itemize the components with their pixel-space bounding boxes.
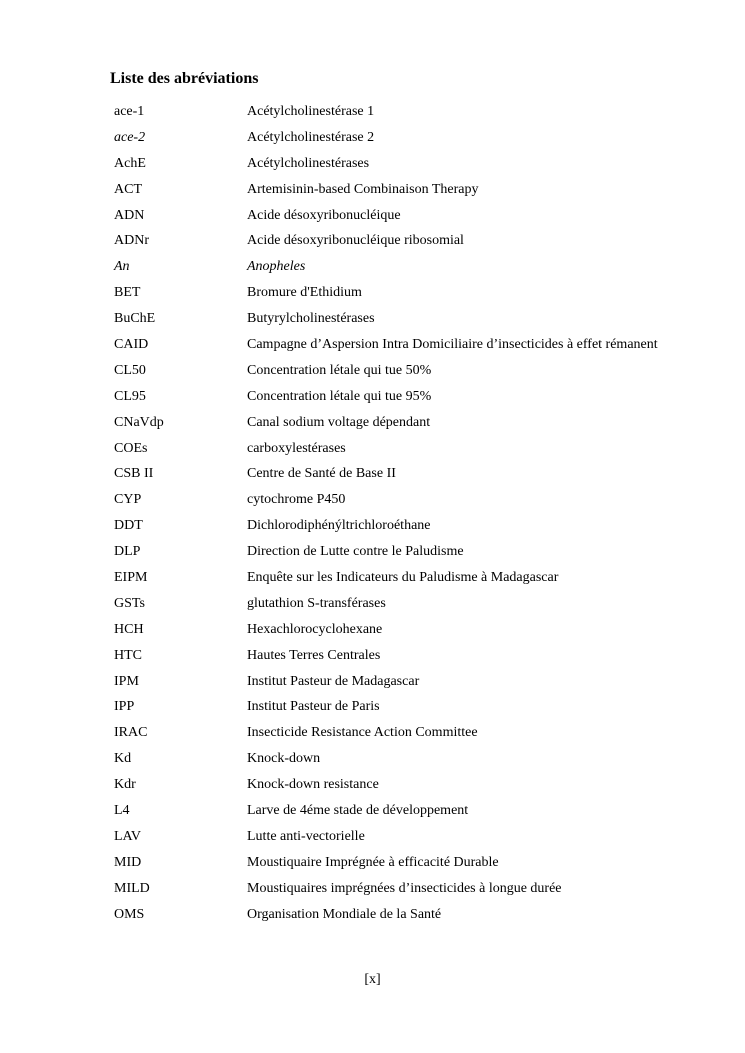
- abbreviation-definition: Concentration létale qui tue 50%: [247, 362, 432, 378]
- abbreviation-row: [114, 332, 734, 358]
- abbreviation-row: [114, 772, 734, 798]
- abbreviation-term: L4: [114, 803, 130, 819]
- abbreviation-term: CAID: [114, 337, 149, 353]
- abbreviation-row: [114, 746, 734, 772]
- abbreviation-definition: Insecticide Resistance Action Committee: [247, 725, 478, 741]
- abbreviation-row: [114, 228, 734, 254]
- abbreviation-term: MID: [114, 854, 142, 870]
- abbreviation-definition: Larve de 4éme stade de développement: [247, 803, 469, 819]
- page-number: [x]: [364, 972, 381, 987]
- abbreviation-definition: Acétylcholinestérase 2: [247, 129, 375, 145]
- abbreviation-definition: Hexachlorocyclohexane: [247, 621, 383, 637]
- abbreviation-definition: Anopheles: [247, 259, 306, 275]
- abbreviation-term: IRAC: [114, 725, 148, 741]
- abbreviation-row: [114, 384, 734, 410]
- abbreviation-row: [114, 669, 734, 695]
- abbreviation-list: [114, 99, 734, 928]
- abbreviation-definition: Acide désoxyribonucléique: [247, 207, 401, 223]
- abbreviation-row: [114, 487, 734, 513]
- abbreviation-term: IPP: [114, 699, 135, 715]
- abbreviation-term: IPM: [114, 673, 139, 689]
- abbreviation-term: BuChE: [114, 311, 156, 327]
- abbreviation-row: [114, 410, 734, 436]
- abbreviation-term: ace-2: [114, 129, 146, 145]
- abbreviation-term: GSTs: [114, 595, 145, 611]
- abbreviation-definition: Acétylcholinestérases: [247, 155, 370, 171]
- abbreviation-term: EIPM: [114, 570, 148, 586]
- abbreviation-row: [114, 125, 734, 151]
- abbreviation-term: Kdr: [114, 777, 136, 793]
- abbreviation-definition: Organisation Mondiale de la Santé: [247, 906, 442, 922]
- abbreviation-row: [114, 280, 734, 306]
- abbreviation-definition: Canal sodium voltage dépendant: [247, 414, 431, 430]
- abbreviation-definition: Enquête sur les Indicateurs du Paludisme à Madagascar: [247, 570, 559, 586]
- abbreviation-definition: Campagne d’Aspersion Intra Domiciliaire d’insecticides à effet rémanent: [247, 337, 658, 353]
- abbreviation-definition: cytochrome P450: [247, 492, 346, 508]
- abbreviation-definition: Hautes Terres Centrales: [247, 647, 381, 663]
- abbreviation-row: [114, 177, 734, 203]
- abbreviation-row: [114, 798, 734, 824]
- abbreviation-definition: glutathion S-transférases: [247, 595, 386, 611]
- page-title: Liste des abréviations: [110, 70, 259, 87]
- abbreviation-row: [114, 151, 734, 177]
- abbreviation-term: CYP: [114, 492, 142, 508]
- abbreviation-term: ACT: [114, 181, 142, 197]
- abbreviation-definition: Dichlorodiphénýltrichloroéthane: [247, 518, 431, 534]
- abbreviation-term: MILD: [114, 880, 150, 896]
- abbreviation-definition: Institut Pasteur de Paris: [247, 699, 380, 715]
- abbreviation-term: Kd: [114, 751, 132, 767]
- abbreviation-term: HTC: [114, 647, 142, 663]
- abbreviation-term: DLP: [114, 544, 141, 560]
- abbreviation-row: [114, 720, 734, 746]
- abbreviation-definition: Moustiquaire Imprégnée à efficacité Durable: [247, 854, 499, 870]
- abbreviation-definition: Knock-down: [247, 751, 321, 767]
- abbreviation-definition: Lutte anti-vectorielle: [247, 828, 365, 844]
- abbreviation-term: HCH: [114, 621, 144, 637]
- abbreviation-definition: Knock-down resistance: [247, 777, 379, 793]
- abbreviation-term: LAV: [114, 828, 141, 844]
- abbreviation-term: ace-1: [114, 104, 145, 119]
- abbreviation-row: [114, 513, 734, 539]
- abbreviation-definition: Concentration létale qui tue 95%: [247, 388, 432, 404]
- abbreviation-definition: Bromure d'Ethidium: [247, 285, 362, 301]
- abbreviation-term: CSB II: [114, 466, 154, 482]
- abbreviation-row: [114, 850, 734, 876]
- abbreviation-term: OMS: [114, 906, 145, 922]
- abbreviation-row: [114, 643, 734, 669]
- abbreviation-definition: Moustiquaires imprégnées d’insecticides à longue durée: [247, 880, 562, 896]
- abbreviation-term: COEs: [114, 440, 148, 456]
- abbreviation-row: [114, 306, 734, 332]
- abbreviation-row: [114, 203, 734, 229]
- abbreviation-term: An: [114, 259, 130, 275]
- abbreviation-row: [114, 436, 734, 462]
- abbreviation-term: DDT: [114, 518, 143, 534]
- abbreviation-term: CL95: [114, 388, 146, 404]
- abbreviation-definition: Direction de Lutte contre le Paludisme: [247, 544, 464, 560]
- abbreviation-row: [114, 99, 734, 125]
- abbreviation-row: [114, 358, 734, 384]
- abbreviation-row: [114, 824, 734, 850]
- abbreviation-row: [114, 461, 734, 487]
- abbreviation-row: [114, 254, 734, 280]
- abbreviation-row: [114, 617, 734, 643]
- abbreviation-definition: Centre de Santé de Base II: [247, 466, 396, 482]
- abbreviation-term: AchE: [114, 155, 146, 171]
- abbreviation-term: BET: [114, 285, 141, 301]
- abbreviation-definition: Institut Pasteur de Madagascar: [247, 673, 420, 689]
- abbreviation-row: [114, 565, 734, 591]
- abbreviation-term: ADNr: [114, 233, 149, 249]
- abbreviation-row: [114, 591, 734, 617]
- abbreviation-definition: carboxylestérases: [247, 440, 346, 456]
- abbreviation-row: [114, 902, 734, 928]
- abbreviation-definition: Acide désoxyribonucléique ribosomial: [247, 233, 464, 249]
- abbreviation-definition: Artemisinin-based Combinaison Therapy: [247, 181, 479, 197]
- abbreviation-row: [114, 694, 734, 720]
- abbreviation-term: ADN: [114, 207, 145, 223]
- abbreviation-row: [114, 539, 734, 565]
- abbreviation-definition: Butyrylcholinestérases: [247, 311, 375, 327]
- abbreviation-row: [114, 876, 734, 902]
- abbreviation-term: CL50: [114, 362, 146, 378]
- abbreviation-definition: Acétylcholinestérase 1: [247, 104, 375, 119]
- abbreviation-term: CNaVdp: [114, 414, 164, 430]
